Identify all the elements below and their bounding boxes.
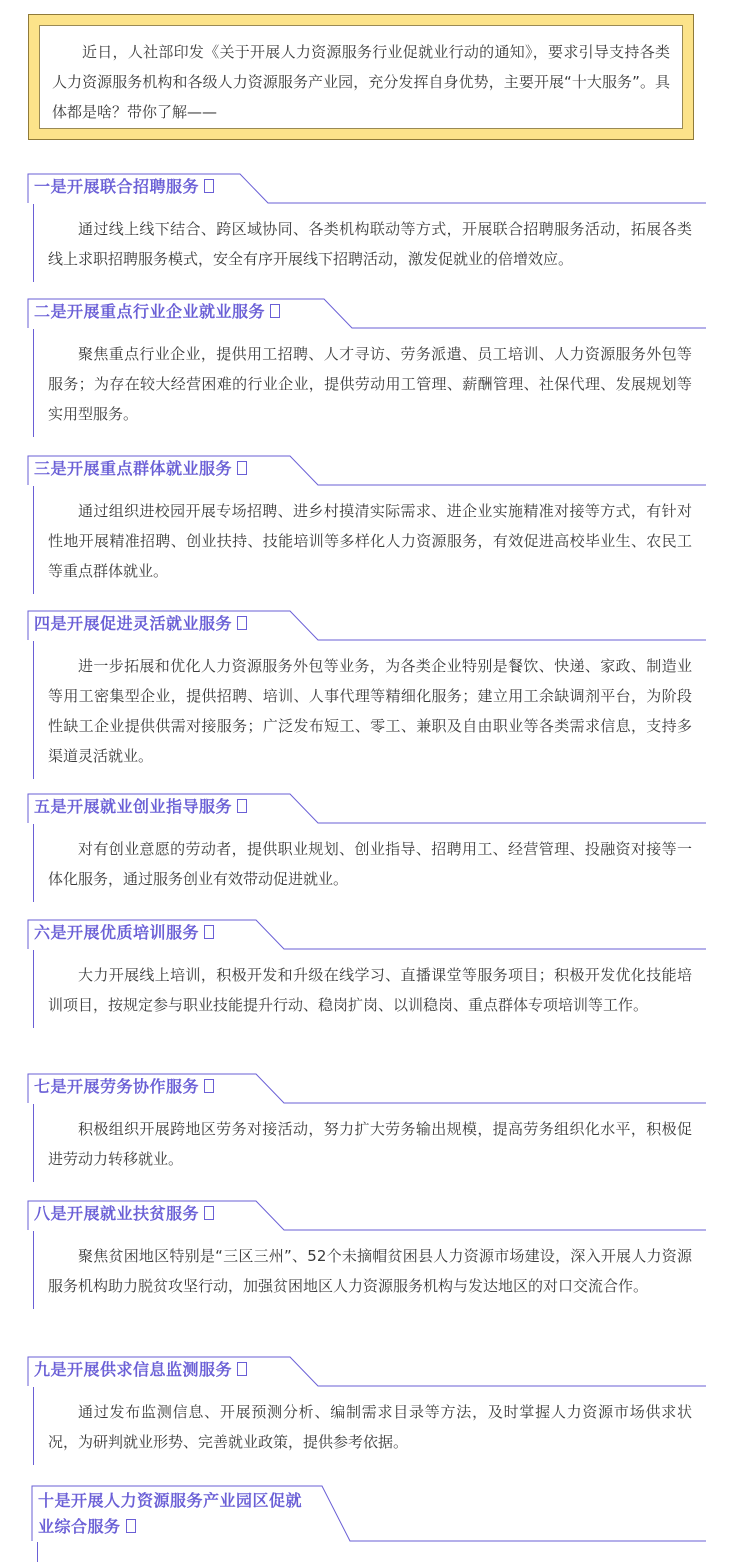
section-body: 聚焦重点行业企业，提供用工招聘、人才寻访、劳务派遣、员工培训、人力资源服务外包等服务；为存在较大经营困难的行业企业，提供劳动用工管理、薪酬管理、社保代理、发展规划等实用型服务。 [33, 329, 706, 437]
square-glyph-icon [237, 799, 247, 813]
section-1 [28, 172, 706, 282]
square-glyph-icon [237, 1362, 247, 1376]
section-9 [28, 1355, 706, 1465]
section-title: 十是开展人力资源服务产业园区促就业综合服务 [38, 1491, 303, 1536]
section-title: 四是开展促进灵活就业服务 [34, 612, 247, 636]
intro-box [28, 14, 694, 140]
section-heading [28, 454, 706, 486]
square-glyph-icon [204, 1079, 214, 1093]
section-title: 五是开展就业创业指导服务 [34, 795, 247, 819]
section-10 [28, 1484, 706, 1562]
section-title: 七是开展劳务协作服务 [34, 1075, 214, 1099]
section-title: 六是开展优质培训服务 [34, 921, 214, 945]
section-title: 一是开展联合招聘服务 [34, 175, 214, 199]
section-8 [28, 1199, 706, 1309]
section-title: 二是开展重点行业企业就业服务 [34, 300, 280, 324]
section-6 [28, 918, 706, 1028]
section-body: 通过组织进校园开展专场招聘、进乡村摸清实际需求、进企业实施精准对接等方式，有针对性地开展精准招聘、创业扶持、技能培训等多样化人力资源服务，有效促进高校毕业生、农民工等重点群体就业。 [33, 486, 706, 594]
square-glyph-icon [270, 304, 280, 318]
section-heading [28, 918, 706, 950]
section-heading [28, 609, 706, 641]
section-body: 大力开展线上培训，积极开发和升级在线学习、直播课堂等服务项目；积极开发优化技能培训项目，按规定参与职业技能提升行动、稳岗扩岗、以训稳岗、重点群体专项培训等工作。 [33, 950, 706, 1028]
section-body: 对有创业意愿的劳动者，提供职业规划、创业指导、招聘用工、经营管理、投融资对接等一体化服务，通过服务创业有效带动促进就业。 [33, 824, 706, 902]
square-glyph-icon [237, 616, 247, 630]
square-glyph-icon [204, 925, 214, 939]
section-title: 八是开展就业扶贫服务 [34, 1202, 214, 1226]
section-7 [28, 1072, 706, 1182]
section-5 [28, 792, 706, 902]
section-body: 通过线上线下结合、跨区域协同、各类机构联动等方式，开展联合招聘服务活动，拓展各类线上求职招聘服务模式，安全有序开展线下招聘活动，激发促就业的倍增效应。 [33, 204, 706, 282]
intro-text: 近日，人社部印发《关于开展人力资源服务行业促就业行动的通知》，要求引导支持各类人力资源服务机构和各级人力资源服务产业园，充分发挥自身优势，主要开展“十大服务”。具体都是啥？带你了解—— [39, 25, 683, 129]
section-body: 聚焦贫困地区特别是“三区三州”、52个未摘帽贫困县人力资源市场建设，深入开展人力资源服务机构助力脱贫攻坚行动，加强贫困地区人力资源服务机构与发达地区的对口交流合作。 [33, 1231, 706, 1309]
section-heading [28, 792, 706, 824]
section-3 [28, 454, 706, 594]
section-heading [28, 1199, 706, 1231]
section-heading [28, 1355, 706, 1387]
section-body: 进一步拓展和优化人力资源服务外包等业务，为各类企业特别是餐饮、快递、家政、制造业等用工密集型企业，提供招聘、培训、人事代理等精细化服务；建立用工余缺调剂平台，为阶段性缺工企业提供供需对接服务；广泛发布短工、零工、兼职及自由职业等各类需求信息，支持多渠道灵活就业。 [33, 641, 706, 779]
section-heading [28, 1072, 706, 1104]
square-glyph-icon [237, 461, 247, 475]
square-glyph-icon [204, 179, 214, 193]
section-title: 九是开展供求信息监测服务 [34, 1358, 247, 1382]
section-heading [28, 1484, 706, 1542]
section-4 [28, 609, 706, 779]
section-body [37, 1542, 706, 1562]
section-2 [28, 297, 706, 437]
section-body: 积极组织开展跨地区劳务对接活动，努力扩大劳务输出规模，提高劳务组织化水平，积极促进劳动力转移就业。 [33, 1104, 706, 1182]
section-body: 通过发布监测信息、开展预测分析、编制需求目录等方法，及时掌握人力资源市场供求状况，为研判就业形势、完善就业政策，提供参考依据。 [33, 1387, 706, 1465]
section-title: 三是开展重点群体就业服务 [34, 457, 247, 481]
section-heading [28, 297, 706, 329]
square-glyph-icon [126, 1519, 136, 1533]
section-heading [28, 172, 706, 204]
square-glyph-icon [204, 1206, 214, 1220]
